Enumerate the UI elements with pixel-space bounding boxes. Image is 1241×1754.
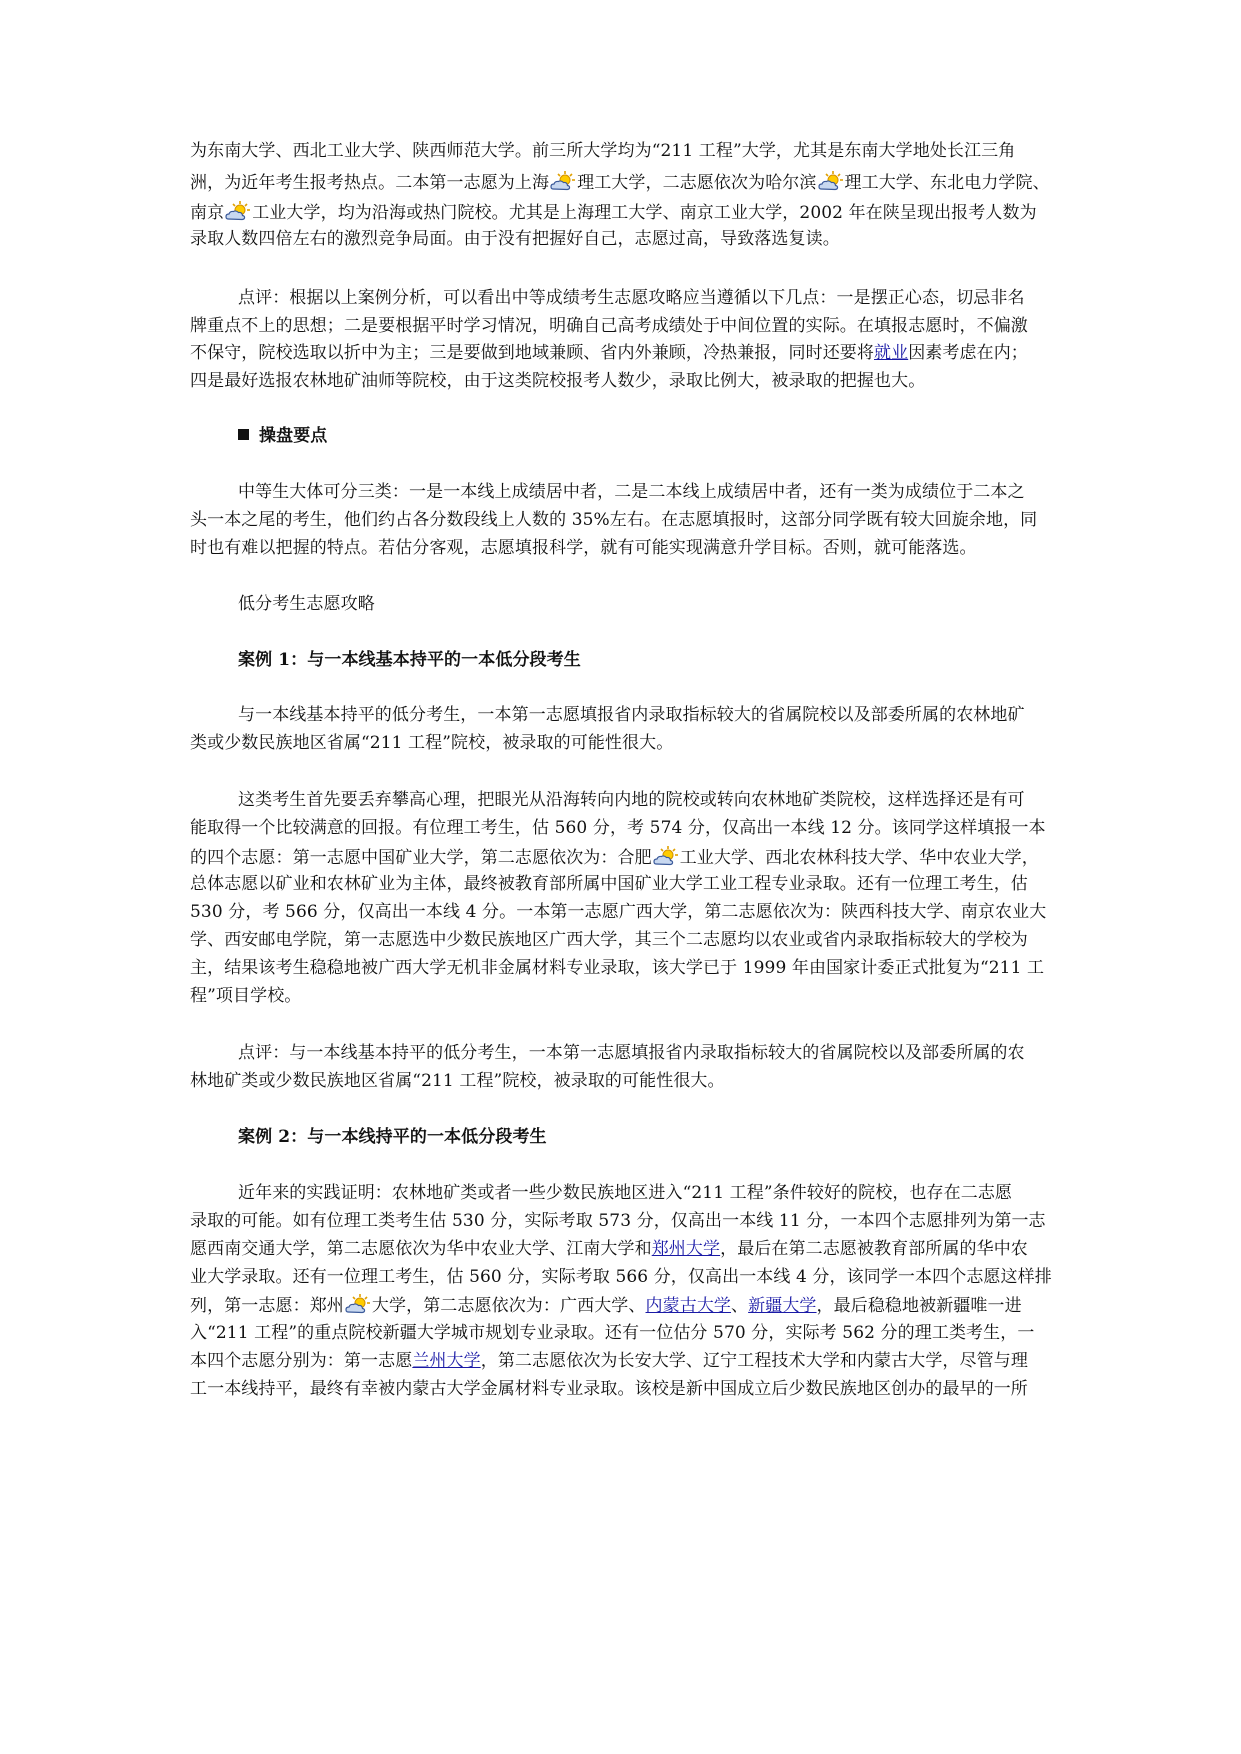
paragraph-7-line-1: 近年来的实践证明：农林地矿类或者一些少数民族地区进入“211 工程”条件较好的院校，也存在二志愿 — [238, 1183, 1013, 1203]
text-run: 工业大学、西北农林科技大学、华中农业大学， — [679, 848, 1039, 868]
paragraph-7-line-6: 入“211 工程”的重点院校新疆大学城市规划专业录取。还有一位估分 570 分，实际考 562 分的理工类考生，一 — [190, 1323, 1035, 1343]
paragraph-6-line-1: 点评：与一本线基本持平的低分考生，一本第一志愿填报省内录取指标较大的省属院校以及部委所属的农 — [238, 1043, 1025, 1063]
paragraph-2-line-2: 牌重点不上的思想；二是要根据平时学习情况，明确自己高考成绩处于中间位置的实际。在填报志愿时，不偏激 — [190, 316, 1028, 336]
link-lanzhou-university[interactable]: 兰州大学 — [412, 1351, 481, 1371]
weather-icon — [550, 170, 576, 192]
paragraph-5-line-5: 530 分，考 566 分，仅高出一本线 4 分。一本第一志愿广西大学，第二志愿依次为：陕西科技大学、南京农业大 — [190, 902, 1047, 922]
link-xinjiang-university[interactable]: 新疆大学 — [748, 1296, 817, 1316]
text-run: ，第二志愿依次为长安大学、辽宁工程技术大学和内蒙古大学，尽管与理 — [480, 1351, 1028, 1371]
paragraph-5-line-8: 程”项目学校。 — [190, 986, 302, 1006]
paragraph-5-line-4: 总体志愿以矿业和农林矿业为主体，最终被教育部所属中国矿业大学工业工程专业录取。还有一位理工考生，估 — [190, 874, 1028, 894]
text-run: 愿西南交通大学，第二志愿依次为华中农业大学、江南大学和 — [190, 1239, 652, 1259]
paragraph-6-line-2: 林地矿类或少数民族地区省属“211 工程”院校，被录取的可能性很大。 — [190, 1071, 725, 1091]
paragraph-7-line-2: 录取的可能。如有位理工类考生估 530 分，实际考取 573 分，仅高出一本线 11 分，一本四个志愿排列为第一志 — [190, 1211, 1046, 1231]
text-run: 本四个志愿分别为：第一志愿 — [190, 1351, 413, 1371]
text-run: 、 — [731, 1296, 749, 1316]
link-employment[interactable]: 就业 — [874, 343, 909, 363]
section-heading — [238, 421, 327, 451]
heading-text: 操盘要点 — [259, 426, 328, 446]
paragraph-7-line-5 — [190, 1291, 1022, 1321]
paragraph-5-line-2: 能取得一个比较满意的回报。有位理工考生，估 560 分，考 574 分，仅高出一本线 12 分。该同学这样填报一本 — [190, 818, 1046, 838]
link-inner-mongolia-university[interactable]: 内蒙古大学 — [645, 1296, 732, 1316]
paragraph-3-line-3: 时也有难以把握的特点。若估分客观，志愿填报科学，就有可能实现满意升学目标。否则，就可能落选。 — [190, 538, 977, 558]
case-2-heading: 案例 2：与一本线持平的一本低分段考生 — [238, 1127, 547, 1147]
paragraph-7-line-7 — [190, 1346, 1028, 1376]
paragraph-2-line-4: 四是最好选报农林地矿油师等院校，由于这类院校报考人数少，录取比例大，被录取的把握也大。 — [190, 371, 926, 391]
paragraph-5-line-7: 主，结果该考生稳稳地被广西大学无机非金属材料专业录取，该大学已于 1999 年由国家计委正式批复为“211 工 — [190, 958, 1045, 978]
weather-icon — [345, 1293, 371, 1315]
weather-icon — [818, 170, 844, 192]
link-zhengzhou-university[interactable]: 郑州大学 — [651, 1239, 721, 1259]
paragraph-7-line-3 — [190, 1234, 1028, 1264]
section-title: 低分考生志愿攻略 — [238, 594, 375, 614]
weather-icon — [225, 200, 251, 222]
case-1-heading: 案例 1：与一本线基本持平的一本低分段考生 — [238, 650, 581, 670]
paragraph-3-line-2: 头一本之尾的考生，他们约占各分数段线上人数的 35%左右。在志愿填报时，这部分同学既有较大回旋余地，同 — [190, 510, 1038, 530]
paragraph-5-line-6: 学、西安邮电学院，第一志愿选中少数民族地区广西大学，其三个二志愿均以农业或省内录取指标较大的学校为 — [190, 930, 1028, 950]
text-run: 列，第一志愿：郑州 — [190, 1296, 344, 1316]
text-run: 不保守，院校选取以折中为主；三是要做到地域兼顾、省内外兼顾，冷热兼报，同时还要将 — [190, 343, 874, 363]
text-run: 南京 — [190, 203, 225, 223]
text-run: 洲，为近年考生报考热点。二本第一志愿为上海 — [190, 173, 550, 193]
paragraph-1-line-4: 录取人数四倍左右的激烈竞争局面。由于没有把握好自己，志愿过高，导致落选复读。 — [190, 229, 840, 249]
text-run: 理工大学，二志愿依次为哈尔滨 — [577, 173, 817, 193]
paragraph-3-line-1: 中等生大体可分三类：一是一本线上成绩居中者，二是二本线上成绩居中者，还有一类为成绩位于二本之 — [238, 482, 1025, 502]
square-bullet-icon — [238, 429, 249, 440]
paragraph-2-line-1: 点评：根据以上案例分析，可以看出中等成绩考生志愿攻略应当遵循以下几点：一是摆正心态，切忌非名 — [238, 288, 1025, 308]
text-run: ，最后在第二志愿被教育部所属的华中农 — [720, 1239, 1028, 1259]
text-run: 理工大学、东北电力学院、 — [844, 173, 1050, 193]
paragraph-2-line-3 — [190, 338, 1028, 368]
text-run: 的四个志愿：第一志愿中国矿业大学，第二志愿依次为：合肥 — [190, 848, 652, 868]
paragraph-1-line-2 — [190, 168, 1050, 198]
text-run: 大学，第二志愿依次为：广西大学、 — [371, 1296, 646, 1316]
text-run: 工业大学，均为沿海或热门院校。尤其是上海理工大学、南京工业大学，2002 年在陕呈现出报考人数为 — [252, 203, 1037, 223]
paragraph-4-line-1: 与一本线基本持平的低分考生，一本第一志愿填报省内录取指标较大的省属院校以及部委所属的农林地矿 — [238, 705, 1025, 725]
text-run: 因素考虑在内； — [908, 343, 1028, 363]
paragraph-7-line-4: 业大学录取。还有一位理工考生，估 560 分，实际考取 566 分，仅高出一本线 4 分，该同学一本四个志愿这样排 — [190, 1267, 1052, 1287]
paragraph-7-line-8: 工一本线持平，最终有幸被内蒙古大学金属材料专业录取。该校是新中国成立后少数民族地区创办的最早的一所 — [190, 1379, 1028, 1399]
paragraph-1-line-1: 为东南大学、西北工业大学、陕西师范大学。前三所大学均为“211 工程”大学，尤其是东南大学地处长江三角 — [190, 141, 1016, 161]
text-run: ，最后稳稳地被新疆唯一进 — [816, 1296, 1022, 1316]
weather-icon — [653, 845, 679, 867]
paragraph-4-line-2: 类或少数民族地区省属“211 工程”院校，被录取的可能性很大。 — [190, 733, 674, 753]
paragraph-5-line-1: 这类考生首先要丢弃攀高心理，把眼光从沿海转向内地的院校或转向农林地矿类院校，这样选择还是有可 — [238, 790, 1025, 810]
